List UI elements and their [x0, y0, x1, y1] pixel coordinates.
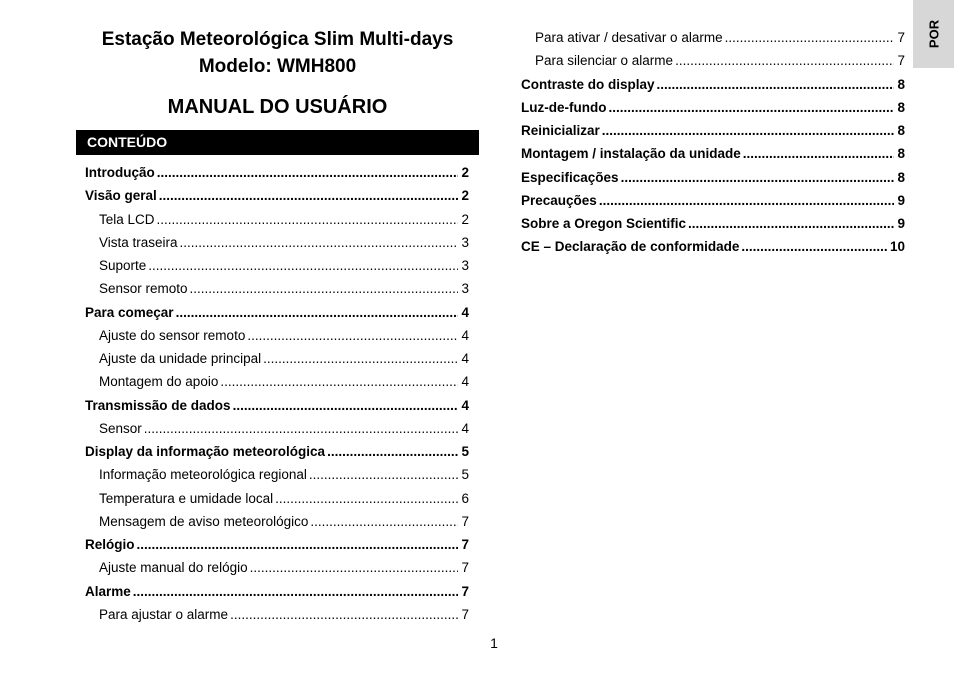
dot-leader — [743, 142, 895, 165]
dot-leader — [133, 580, 459, 603]
dot-leader — [741, 235, 887, 258]
toc-subentry — [85, 208, 469, 231]
toc-page-number: 4 — [461, 327, 469, 343]
dot-leader — [599, 189, 895, 212]
toc-entry-label: Para ativar / desativar o alarme — [535, 30, 723, 45]
dot-leader — [148, 254, 458, 277]
toc-entry-label: CE – Declaração de conformidade — [521, 239, 740, 255]
dot-leader — [157, 161, 459, 184]
dot-leader — [233, 394, 459, 417]
document-title: Estação Meteorológica Slim Multi-days — [101, 29, 454, 50]
contents-heading: CONTEÚDO — [76, 130, 479, 155]
toc-entry-label: Display da informação meteorológica — [85, 444, 326, 459]
toc-page-number: 4 — [461, 397, 469, 413]
toc-entry-label: Luz-de-fundo — [521, 99, 607, 115]
toc-entry — [521, 96, 905, 119]
dot-leader — [230, 603, 458, 626]
toc-entry-label: Transmissão de dados — [85, 397, 231, 413]
toc-entry-label: Para silenciar o alarme — [535, 53, 674, 69]
toc-subentry — [85, 254, 469, 277]
dot-leader — [725, 26, 895, 49]
toc-entry-label: Para começar — [85, 304, 174, 320]
toc-page-number: 8 — [897, 146, 905, 162]
dot-leader — [190, 277, 459, 300]
toc-subentry — [85, 277, 469, 300]
toc-page-number: 4 — [461, 351, 469, 366]
toc-entry-label: Sensor remoto — [99, 281, 188, 297]
toc-page-number: 3 — [461, 234, 469, 250]
toc-entry — [521, 119, 905, 142]
toc-entry — [85, 533, 469, 556]
toc-page-number: 4 — [461, 374, 469, 390]
toc-entry-label: Contraste do display — [521, 76, 655, 92]
toc-page-number: 8 — [897, 99, 905, 115]
toc-page-number: 5 — [461, 467, 469, 483]
toc-entry-label: Precauções — [521, 192, 597, 208]
toc-subentry — [521, 26, 905, 49]
toc-entry — [85, 161, 469, 184]
toc-subentry — [85, 324, 469, 347]
toc-subentry — [521, 49, 905, 72]
toc-entry-label: Para ajustar o alarme — [99, 606, 229, 622]
toc-entry-label: Tela LCD — [99, 211, 155, 227]
toc-entry-label: Ajuste manual do relógio — [99, 560, 248, 576]
toc-page-number: 7 — [461, 537, 469, 552]
toc-page-number: 4 — [461, 304, 469, 320]
toc-entry-label: Especificações — [521, 169, 619, 185]
toc-page-number: 3 — [461, 258, 469, 273]
toc-page-number: 7 — [461, 583, 469, 599]
dot-leader — [327, 440, 458, 463]
dot-leader — [688, 212, 894, 235]
dot-leader — [608, 96, 894, 119]
dot-leader — [621, 166, 895, 189]
dot-leader — [675, 49, 894, 72]
dot-leader — [180, 231, 459, 254]
dot-leader — [657, 73, 895, 96]
toc-page-number: 8 — [897, 76, 905, 92]
toc-subentry — [85, 417, 469, 440]
toc-page-number: 2 — [461, 211, 469, 227]
toc-subentry — [85, 487, 469, 510]
toc-entry — [521, 212, 905, 235]
toc-left-column — [85, 161, 469, 626]
toc-entry-label: Vista traseira — [99, 234, 178, 250]
toc-page-number: 6 — [461, 490, 469, 506]
toc-entry-label: Ajuste da unidade principal — [99, 351, 262, 366]
toc-page-number: 3 — [461, 281, 469, 297]
toc-entry — [521, 166, 905, 189]
toc-page-number: 7 — [461, 513, 469, 529]
toc-subentry — [85, 556, 469, 579]
toc-page-number: 9 — [897, 216, 905, 231]
dot-leader — [144, 417, 459, 440]
toc-page-number: 8 — [897, 123, 905, 138]
toc-page-number: 7 — [897, 53, 905, 69]
toc-entry-label: Montagem do apoio — [99, 374, 219, 390]
toc-entry-label: Temperatura e umidade local — [99, 490, 274, 506]
toc-entry — [521, 189, 905, 212]
manual-subtitle: MANUAL DO USUÁRIO — [167, 96, 388, 118]
toc-entry — [85, 184, 469, 207]
toc-subentry — [85, 347, 469, 370]
toc-entry — [521, 235, 905, 258]
toc-entry-label: Mensagem de aviso meteorológico — [99, 513, 309, 529]
dot-leader — [309, 463, 459, 486]
toc-page-number: 7 — [897, 30, 905, 45]
toc-entry — [85, 440, 469, 463]
dot-leader — [275, 487, 458, 510]
toc-entry-label: Sobre a Oregon Scientific — [521, 216, 687, 231]
toc-page-number: 2 — [461, 165, 469, 180]
toc-entry-label: Suporte — [99, 258, 147, 273]
language-tab-label: POR — [926, 19, 941, 49]
dot-leader — [247, 324, 458, 347]
toc-page-number: 9 — [897, 192, 905, 208]
dot-leader — [263, 347, 458, 370]
toc-entry — [85, 580, 469, 603]
dot-leader — [159, 184, 459, 207]
toc-entry — [521, 142, 905, 165]
toc-page-number: 5 — [461, 444, 469, 459]
toc-page-number: 7 — [461, 560, 469, 576]
toc-page-number: 4 — [461, 420, 469, 436]
toc-entry-label: Ajuste do sensor remoto — [99, 327, 246, 343]
page-number: 1 — [490, 635, 498, 651]
toc-entry — [521, 73, 905, 96]
toc-subentry — [85, 463, 469, 486]
toc-subentry — [85, 370, 469, 393]
toc-page-number: 7 — [461, 606, 469, 622]
dot-leader — [602, 119, 895, 142]
toc-entry-label: Relógio — [85, 537, 135, 552]
toc-page-number: 10 — [889, 239, 905, 255]
dot-leader — [157, 208, 459, 231]
dot-leader — [310, 510, 458, 533]
toc-entry-label: Montagem / instalação da unidade — [521, 146, 741, 162]
dot-leader — [176, 301, 459, 324]
toc-entry — [85, 394, 469, 417]
language-tab — [913, 0, 954, 68]
toc-entry-label: Visão geral — [85, 188, 157, 204]
toc-subentry — [85, 231, 469, 254]
toc-subentry — [85, 510, 469, 533]
toc-entry-label: Reinicializar — [521, 123, 600, 138]
model-title: Modelo: WMH800 — [198, 56, 357, 77]
dot-leader — [250, 556, 459, 579]
toc-right-column — [521, 26, 905, 259]
dot-leader — [220, 370, 458, 393]
toc-page-number: 8 — [897, 169, 905, 185]
toc-page-number: 2 — [461, 188, 469, 204]
toc-entry — [85, 301, 469, 324]
dot-leader — [137, 533, 459, 556]
toc-entry-label: Alarme — [85, 583, 131, 599]
toc-entry-label: Introdução — [85, 165, 155, 180]
toc-subentry — [85, 603, 469, 626]
toc-entry-label: Informação meteorológica regional — [99, 467, 307, 483]
toc-entry-label: Sensor — [99, 420, 142, 436]
